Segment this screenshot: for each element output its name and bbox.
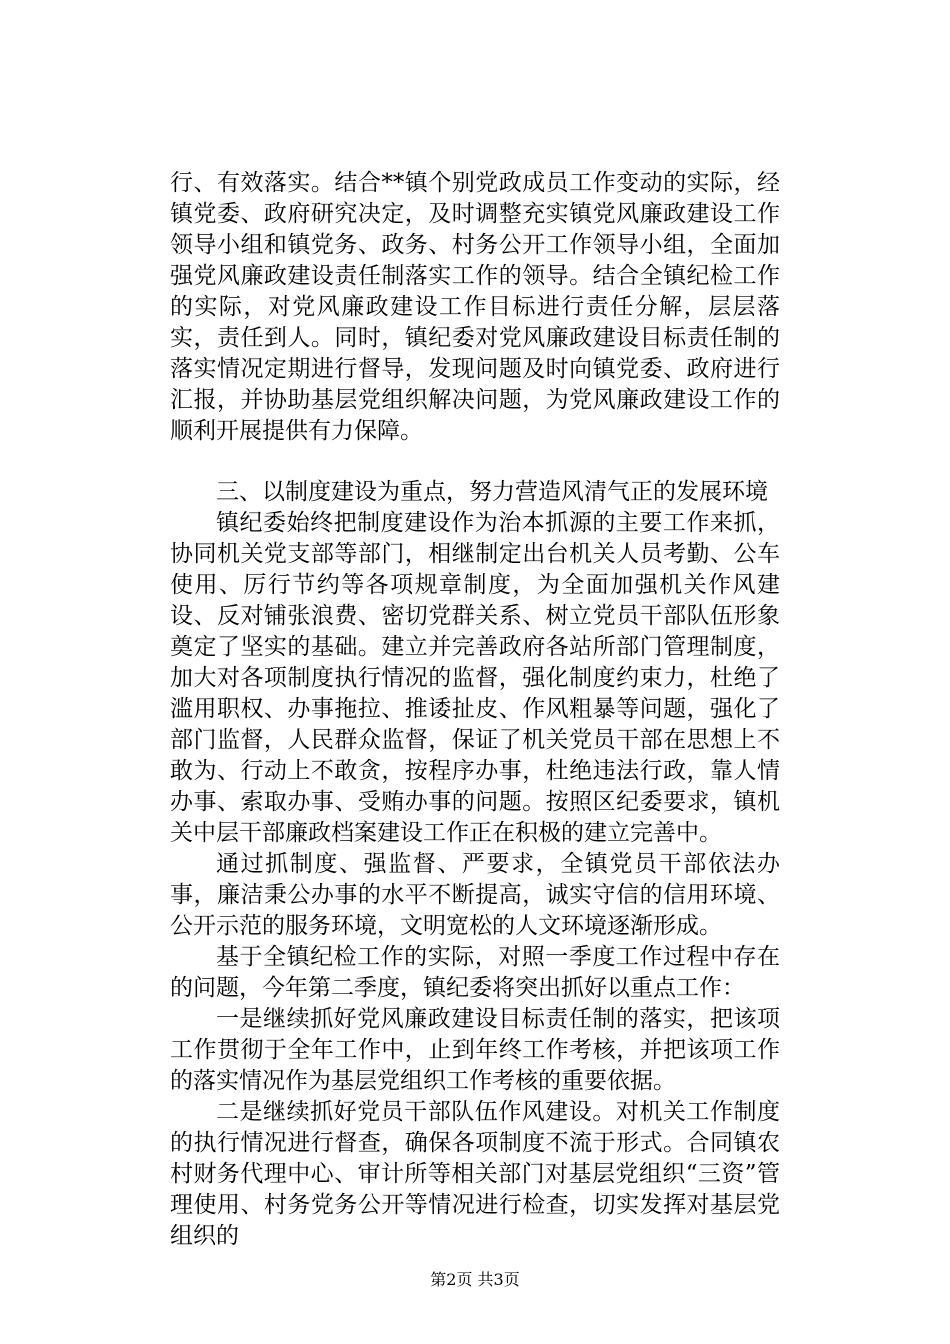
paragraph-second-quarter-plan: 基于全镇纪检工作的实际，对照一季度工作过程中存在的问题，今年第二季度，镇纪委将突出抓好以重点工作：	[170, 944, 780, 1001]
paragraph-supervision-results: 通过抓制度、强监督、严要求，全镇党员干部依法办事，廉洁秉公办事的水平不断提高，诚实守信的信用环境、公开示范的服务环境，文明宽松的人文环境逐渐形成。	[170, 851, 780, 939]
paragraph-item-two: 二是继续抓好党员干部队伍作风建设。对机关工作制度的执行情况进行督查，确保各项制度不流于形式。合同镇农村财务代理中心、审计所等相关部门对基层党组织“三资”管理使用、村务党务公开等情况进行检查，切实发挥对基层党组织的	[170, 1099, 780, 1249]
document-body	[170, 168, 780, 1252]
paragraph-system-building: 镇纪委始终把制度建设作为治本抓源的主要工作来抓，协同机关党支部等部门，相继制定出台机关人员考勤、公车使用、厉行节约等各项规章制度，为全面加强机关作风建设、反对铺张浪费、密切党群关系、树立党员干部队伍形象奠定了坚实的基础。建立并完善政府各站所部门管理制度，加大对各项制度执行情况的监督，强化制度约束力，杜绝了滥用职权、办事拖拉、推诿扯皮、作风粗暴等问题，强化了部门监督，人民群众监督，保证了机关党员干部在思想上不敢为、行动上不敢贪，按程序办事，杜绝违法行政，靠人情办事、索取办事、受贿办事的问题。按照区纪委要求，镇机关中层干部廉政档案建设工作正在积极的建立完善中。	[170, 510, 780, 846]
paragraph-continuation: 行、有效落实。结合**镇个别党政成员工作变动的实际，经镇党委、政府研究决定，及时调整充实镇党风廉政建设工作领导小组和镇党务、政务、村务公开工作领导小组，全面加强党风廉政建设责任制落实工作的领导。结合全镇纪检工作的实际，对党风廉政建设工作目标进行责任分解，层层落实，责任到人。同时，镇纪委对党风廉政建设目标责任制的落实情况定期进行督导，发现问题及时向镇党委、政府进行汇报，并协助基层党组织解决问题，为党风廉政建设工作的顺利开展提供有力保障。	[170, 170, 780, 444]
page-number-footer: 第2页 共3页	[430, 1270, 520, 1289]
paragraph-item-one: 一是继续抓好党风廉政建设目标责任制的落实，把该项工作贯彻于全年工作中，止到年终工作考核，并把该项工作的落实情况作为基层党组织工作考核的重要依据。	[170, 1006, 780, 1094]
section-heading: 三、以制度建设为重点，努力营造风清气正的发展环境	[216, 479, 768, 505]
